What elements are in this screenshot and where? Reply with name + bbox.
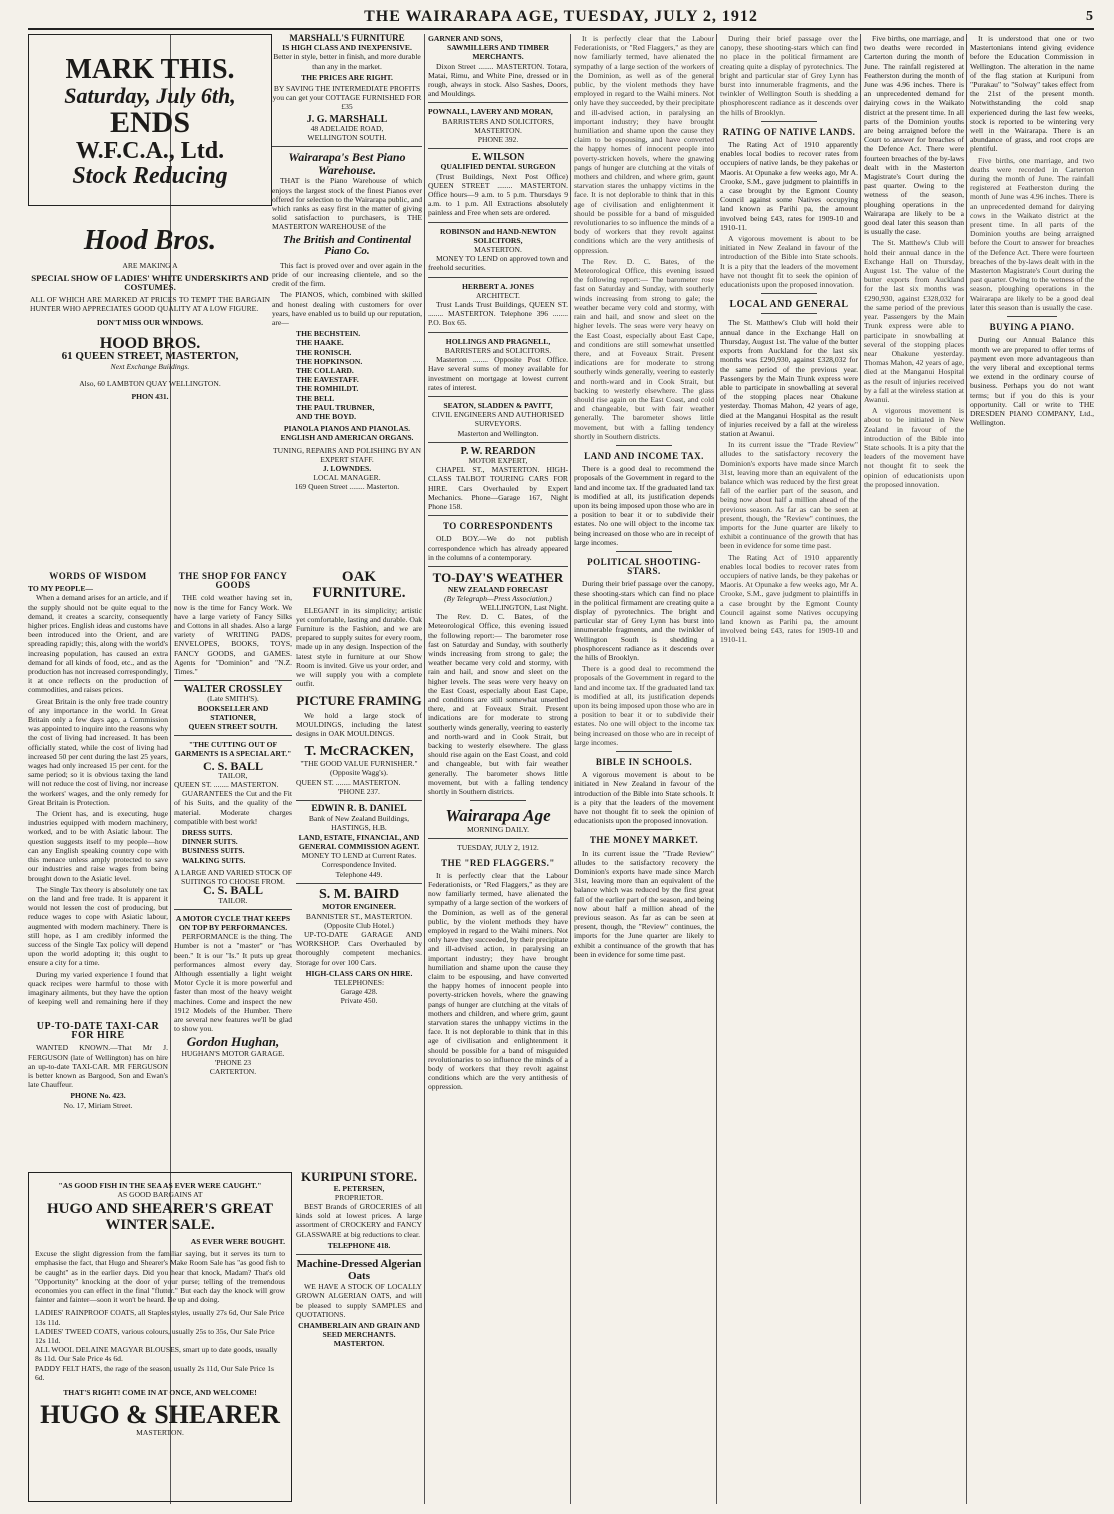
money-body: In its current issue the "Trade Review" alludes to the satisfactory recovery the Dominion's exports have made since March 31st, leaving more than an equivalent of the balance which was reduced by the first great fall of the earlier part of the season, and being now about half a million ahead of the previous season. As far as can be seen at present, though, the "Review" continues, the imports for the June quarter are likely to exhibit a continuance of the growth that has been in evidence for some time past. xyxy=(574,848,714,959)
wfca-line1: MARK THIS. xyxy=(65,54,235,85)
pro-body: MONEY TO LEND on approved town and freehold securities. xyxy=(428,254,568,273)
baird-role: MOTOR ENGINEER. xyxy=(322,902,396,912)
marshall-l4: BY SAVING THE INTERMEDIATE PROFITS you can get your COTTAGE FURNISHED FOR £35 xyxy=(272,84,422,112)
mccracken-name: T. McCRACKEN, xyxy=(304,743,414,759)
editorial-paper: Wairarapa Age xyxy=(445,806,551,826)
pro-sub: ARCHITECT. xyxy=(476,290,520,300)
hugo-town: MASTERTON. xyxy=(136,1428,184,1438)
oats-title: Machine-Dressed Algerian Oats xyxy=(296,1258,422,1282)
baird-addr: BANNISTER ST., MASTERTON. (Opposite Club Hotel.) xyxy=(305,911,413,930)
taxi-body: WANTED KNOWN.—That Mr J. FERGUSON (late of Wellington) has on hire an up-to-date TAXI-CAR. MR FERGUSON is better known as Bargood, Son and Ewan's late Chauffeur. xyxy=(28,1043,168,1090)
buying-title: BUYING A PIANO. xyxy=(989,322,1075,333)
column-rule xyxy=(716,34,717,1504)
framing-body: We hold a large stock of MOULDINGS, including the latest designs in OAK MOULDINGS. xyxy=(296,710,422,739)
wfca-line4: W.F.C.A., Ltd. xyxy=(75,137,225,164)
oats-name: CHAMBERLAIN AND GRAIN AND SEED MERCHANTS. xyxy=(298,1320,420,1340)
ball-body: GUARANTEES the Cut and the Fit of his Suits, and the quality of the material. Moderate charges compatible with best work! xyxy=(174,789,292,826)
native-title: RATING OF NATIVE LANDS. xyxy=(722,126,856,137)
local-body: The St. Matthew's Club will hold their annual dance in the Exchange Hall on Thursday, August 1st. The value of the butter exports from Auckland for the last six months was £290,930, against £328,032 for the same period of the previous year. Passengers by the Main Trunk express were able to participate in snowballing at several of the stopping places near Ohakune yesterday. Thomas Mahon, 42 years of age, died at the Manganui Hospital as the result of injuries received by a fall at the wireless station at Awanui. xyxy=(720,318,858,438)
piano-brand-item: THE BELL xyxy=(296,393,335,403)
ball-addr: QUEEN ST. ........ MASTERTON. xyxy=(174,780,279,790)
daniel-l6: Telephone 449. xyxy=(335,869,383,879)
taxi-title: UP-TO-DATE TAXI-CAR FOR HIRE xyxy=(36,1021,160,1042)
pro-name: HOLLINGS AND PRAGNELL, xyxy=(445,336,551,346)
pro-sub: MASTERTON. xyxy=(474,245,522,255)
mccracken-phone: 'PHONE 237. xyxy=(338,786,380,796)
masthead-title: THE WAIRARAPA AGE, TUESDAY, JULY 2, 1912 xyxy=(364,8,758,25)
ball-quote: "THE CUTTING OUT OF GARMENTS IS A SPECIAL ART." xyxy=(174,740,292,759)
oak-body: ELEGANT in its simplicity; artistic yet comfortable, lasting and durable. Oak Furniture is the Fashion, and we are prepared to supply suites for every room, made up in any design. Inspection of the latest style in furniture at our Show Room is invited. Give us your order, and we will supply you with a complete outfit. xyxy=(296,605,422,689)
piano-list xyxy=(272,329,422,421)
pro-body: (Trust Buildings, Next Post Office) QUEEN STREET ........ MASTERTON. Office hours—9 a.m. to 5 p.m. Thursdays 9 a.m. to 1 p.m. All Extractions absolutely painless and Free when sets are ordered. xyxy=(428,171,568,218)
pro-body: CHAPEL ST., MASTERTON. HIGH-CLASS TALBOT TOURING CARS FOR HIRE. Cars Overhauled by Expert Mechanics. Phone—Garage 167, Night Phone 158. xyxy=(428,465,568,511)
piano-mgr: J. LOWNDES. xyxy=(322,464,372,473)
pro-card xyxy=(428,153,568,217)
fancy-column xyxy=(174,566,292,1166)
ball-suit-item: DRESS SUITS. xyxy=(182,828,233,838)
stars-title: POLITICAL SHOOTING-STARS. xyxy=(587,556,701,577)
ball-name: C. S. BALL xyxy=(202,758,264,773)
professionals-column xyxy=(428,34,568,1504)
bible-body: A vigorous movement is about to be initiated in New Zealand in favour of the introduction of the Bible into State schools. It is a pity that the leaders of the movement have not thought fit to seek the opinion of educationists upon the proposed innovation. xyxy=(574,770,714,826)
piano-p3: The PIANOS, which, combined with skilled and honest dealing with customers for over years, have enabled us to build up our reputation, are— xyxy=(272,290,422,327)
pro-name: POWNALL, LAVERY AND MORAN, xyxy=(428,107,553,117)
oak-column xyxy=(296,566,422,1166)
bible-title: BIBLE IN SCHOOLS. xyxy=(595,757,693,768)
marshall-l1: IS HIGH CLASS AND INEXPENSIVE. xyxy=(282,43,412,53)
mccracken-sub: (Opposite Wagg's). xyxy=(330,768,388,778)
daniel-l2: HASTINGS, H.B. xyxy=(331,823,387,833)
piano-addr: 169 Queen Street ........ Masterton. xyxy=(294,482,400,492)
piano-p1: THAT is the Piano Warehouse of which enjoys the largest stock of the finest Pianos ever offered for selection to the Wairarapa public, and which ranks as easy first in the matter of giving solid satisfaction to purchasers, is THE MASTERTON WAREHOUSE of the xyxy=(272,176,422,232)
hugo-top1: "AS GOOD FISH IN THE SEA AS EVER WERE CAUGHT." xyxy=(58,1181,262,1190)
mccracken-motto: "THE GOOD VALUE FURNISHER." xyxy=(300,759,418,769)
pro-card xyxy=(428,227,568,273)
piano-brand-item: THE PAUL TRUBNER, xyxy=(296,402,375,412)
baird-name: S. M. BAIRD xyxy=(318,886,400,902)
ball-suit-item: BUSINESS SUITS. xyxy=(182,846,245,856)
wfca-ad xyxy=(28,34,272,206)
editorial-body: It is perfectly clear that the Labour Federationists, or "Red Flaggers," as they are now familiarly termed, have alienated the sympathy of a large section of the workers of the Dominion, as well as of the general public, by the violent methods they have employed in regard to the Waihi miners. Not only have they succeeded, by their precipitate and ill-advised action, in paralysing an important industry; they have brought humiliation and shame upon the cause they claim to be espousing, and have converted the happy homes of innocent people into poverty-stricken hovels, where the gnawing pangs of hunger are clutching at the vitals of mothers and children, and where grim, gaunt starvation stares the unhappy victims in the face. It is not deplorable to think that in this age of civilisation and enlightenment it should be possible for a band of misguided revolutionaries to so influence the minds of a body of workers that they revolt against conditions which are the very antithesis of oppression. xyxy=(428,870,568,1092)
ball-role2: TAILOR. xyxy=(218,895,248,905)
land-title: LAND AND INCOME TAX. xyxy=(584,450,704,461)
editorial-date: TUESDAY, JULY 2, 1912. xyxy=(457,843,539,853)
hood-line5: HOOD BROS. xyxy=(99,334,201,352)
ball-name2: C. S. BALL xyxy=(202,883,264,898)
wisdom-p5: During my varied experience I found that quack recipes were harmful to those with imaginary ailments, but they have the option of keeping well and remaining here if they xyxy=(28,969,168,1006)
marshall-l2: Better in style, better in finish, and more durable than any in the market. xyxy=(273,52,421,71)
kuripuni-role: PROPRIETOR. xyxy=(334,1192,384,1202)
column-rule xyxy=(570,34,571,1504)
marshall-name: J. G. MARSHALL xyxy=(306,113,388,125)
baird-hire: HIGH-CLASS CARS ON HIRE. xyxy=(305,968,413,978)
ball-footer: A LARGE AND VARIED STOCK OF SUITINGS TO CHOOSE FROM. xyxy=(174,867,292,887)
hugo-item: ALL WOOL DELAINE MAGYAR BLOUSES, smart up to date goods, usually 8s 11d. Our Sale Price 4s 6d. xyxy=(35,1345,278,1364)
col6-continued-2: A vigorous movement is about to be initiated in New Zealand in favour of the introduction of the Bible into State schools. It is a pity that the leaders of the movement have not thought fit to seek the opinion of educationists upon the proposed innovation. xyxy=(864,406,964,489)
pro-card xyxy=(428,337,568,392)
hugo-top2: AS GOOD BARGAINS AT xyxy=(117,1190,203,1200)
stars-continued: There is a good deal to recommend the proposals of the Government in regard to the land and income tax. If the graduated land tax is modified at all, its justification depends upon its being imposed upon those who are in a position to bear it or to subdivide their estates. No one will object to the income tax being increased on those who are in receipt of large incomes. xyxy=(574,664,714,747)
piano-brand-item: THE COLLARD. xyxy=(296,365,354,375)
hugo-footer: THAT'S RIGHT! COME IN AT ONCE, AND WELCOME! xyxy=(63,1387,257,1397)
wfca-line5: Stock Reducing xyxy=(72,163,228,190)
hugo-item: LADIES' RAINPROOF COATS, all Staples styles, usually 27s 6d, Our Sale Price 13s 11d. xyxy=(35,1308,285,1327)
marshall-addr2: WELLINGTON SOUTH. xyxy=(307,133,387,143)
oats-town: MASTERTON. xyxy=(333,1339,385,1349)
pro-body: Dixon Street ........ MASTERTON. Totara, Matai, Rimu, and White Pine, dressed or in rough, always in stock. Also Sashes, Doors, and Mouldings. xyxy=(428,61,568,99)
hood-line8: Also, 60 LAMBTON QUAY WELLINGTON. xyxy=(79,378,221,388)
oak-title: OAK FURNITURE. xyxy=(312,569,406,601)
hood-line7: Next Exchange Buildings. xyxy=(110,361,190,371)
daniel-name: EDWIN R. B. DANIEL xyxy=(311,804,407,815)
baird-tel1: Garage 428. xyxy=(340,987,378,997)
pro-card xyxy=(428,282,568,328)
wisdom-column xyxy=(28,566,168,1006)
taxi-ad xyxy=(28,1016,168,1148)
hood-ad xyxy=(28,210,272,410)
hugo-sub: AS EVER WERE BOUGHT. xyxy=(190,1236,285,1246)
pro-sub: MOTOR EXPERT, xyxy=(468,455,528,465)
pro-name: E. WILSON xyxy=(471,152,525,164)
piano-organs: PIANOLA PIANOS AND PIANOLAS. xyxy=(283,424,411,434)
baird-body: UP-TO-DATE GARAGE AND WORKSHOP. Cars Overhauled by thoroughly competent mechanics. Storage for over 100 Cars. xyxy=(296,930,422,967)
pro-card xyxy=(428,401,568,438)
hood-name: Hood Bros. xyxy=(83,225,217,256)
kuripuni-title: KURIPUNI STORE. xyxy=(300,1170,418,1184)
daniel-l3: LAND, ESTATE, FINANCIAL, AND GENERAL COMMISSION AGENT. xyxy=(298,832,420,851)
hugo-title: HUGO AND SHEARER'S GREAT WINTER SALE. xyxy=(46,1201,273,1234)
marshall-ad xyxy=(272,34,422,142)
col7-continued: Five births, one marriage, and two deaths were recorded in Carterton during the month of June. The rainfall registered at Featherston during the month of June was 4.96 inches. There is an unprecedented demand for dairying cows in the Waikato district at the present time. In all parts of the Dominion youths are being arraigned before the Court to answer for breaches of the Defence Act. There were fourteen breaches of the by-laws dealt with in the Masterton Magistrate's Court during the past quarter. Owing to the wetness of the season, ploughing operations in the Wairarapa are likely to be a good deal later this season than is usually the case. xyxy=(970,155,1094,312)
weather-sub: NEW ZEALAND FORECAST xyxy=(447,584,549,594)
piano-brand-item: THE EAVESTAFF. xyxy=(296,375,359,385)
column-rule xyxy=(860,34,861,1504)
land-body: There is a good deal to recommend the proposals of the Government in regard to the land and income tax. If the graduated land tax is modified at all, its justification depends upon its being imposed upon those who are in a position to bear it or to subdivide their estates. No one will object to the income tax being increased on those who are in receipt of large incomes. xyxy=(574,464,714,547)
fancy-body: THE cold weather having set in, now is the time for Fancy Work. We have a large variety of Fancy Silks and Cottons in all shades. Also a large variety of WRITING PADS, ENVELOPES, BOOKS, TOYS, FANCY GOODS, and GAMES. Agents for "Dominion" and "N.Z. Times." xyxy=(174,593,292,677)
marshall-title: MARSHALL'S FURNITURE xyxy=(289,34,405,43)
fancy-addr: QUEEN STREET SOUTH. xyxy=(188,722,278,732)
pro-name: P. W. REARDON xyxy=(460,445,536,457)
motor-town: CARTERTON. xyxy=(209,1067,257,1077)
pro-name: ROBINSON and HAND-NEWTON SOLICITORS, xyxy=(440,226,556,245)
wisdom-p1: When a demand arises for an article, and if the supply should not be quite equal to the demand, it creates a scarcity, consequently higher prices. English ideas and customs have been introduced into the Orient, and are spreading rapidly; this, along with the world's increasing population, has caused an extra demand for all kinds of food, etc., and as the production has not increased correspondingly, it at once reflects on the production of commodities, and raises prices. xyxy=(28,593,168,695)
native-continued: A vigorous movement is about to be initiated in New Zealand in favour of the introduction of the Bible into State schools. It is a pity that the leaders of the movement have not thought fit to seek the opinion of educationists upon the proposed innovation. xyxy=(720,234,858,290)
column-rule xyxy=(424,34,425,1504)
column-rule xyxy=(966,34,967,1504)
correspondents-body: OLD BOY.—We do not publish correspondence which has already appeared in the columns of a contemporary. xyxy=(428,534,568,562)
column-five-continued: During their brief passage over the canopy, these shooting-stars which can find no place in the political firmament are creating quite a display of pyrotechnics. The bright and particular star of Grey Lynn has burst into innumerable fragments, and the twinkler of Wellington South is shedding a phosphorescent radiance as it descends over the hills of Brooklyn. xyxy=(720,34,858,117)
pro-card xyxy=(428,447,568,511)
weather-title: TO-DAY'S WEATHER xyxy=(432,569,564,585)
masthead xyxy=(28,6,1094,30)
daniel-l5: Correspondence Invited. xyxy=(321,860,397,870)
money-title: THE MONEY MARKET. xyxy=(589,835,699,846)
pro-card xyxy=(428,107,568,144)
pro-sub: SAWMILLERS AND TIMBER MERCHANTS. xyxy=(447,43,549,62)
piano-brand-item: THE RONISCH. xyxy=(296,347,352,357)
buying-body: During our Annual Balance this month we are prepared to offer terms of payment even more advantageous than the very liberal and exceptional terms we extend in the ordinary course of business. Perhaps you do not want terms; but if you do this is your opportunity. Call or write to THE DRESDEN PIANO COMPANY, Ltd., Wellington. xyxy=(970,335,1094,428)
piano-tuning: TUNING, REPAIRS AND POLISHING BY AN EXPERT STAFF. xyxy=(273,445,421,464)
pro-name: GARNER AND SONS, xyxy=(428,34,503,43)
pro-sub: CIVIL ENGINEERS AND AUTHORISED SURVEYORS. xyxy=(432,410,564,429)
ball-role: TAILOR, xyxy=(218,770,248,780)
local-continued-2: The Rating Act of 1910 apparently enables local bodies to recover rates from occupiers of native lands, be they pakehas or Maoris. At Opunake a few weeks ago, Mr A. Crooke, S.M., gave judgment to plaintiffs in a case brought by the Egmont County Council against some Natives occupying land known as Parihi pa, the amount involved being £43, rates for 1909-10 and 1910-11. xyxy=(720,552,858,645)
editorial-title: THE "RED FLAGGERS." xyxy=(441,857,555,868)
wisdom-title: WORDS OF WISDOM xyxy=(49,571,147,581)
col6-body: Five births, one marriage, and two deaths were recorded in Carterton during the month of June. The rainfall registered at Featherston during the month of June was 4.96 inches. There is an unprecedented demand for dairying cows in the Waikato district at the present time. In all parts of the Dominion youths are being arraigned before the Court to answer for breaches of the Defence Act. There were fourteen breaches of the by-laws dealt with in the Masterton Magistrate's Court during the past quarter. Owing to the wetness of the season, ploughing operations in the Wairarapa are likely to be a good deal later this season than is usually the case. xyxy=(864,34,964,237)
piano-brand: The British and Continental Piano Co. xyxy=(282,233,412,258)
motor-body: PERFORMANCE is the thing. The Humber is not a "master" or "has been." It is our "Is." It puts up great performances almost every day. Although essentially a light weight Motor Cycle it is more powerful and faster than most of the heavy weight machines. Come and inspect the new 1912 Models of the Humber. There are several new features we'll be glad to show you. xyxy=(174,932,292,1034)
stars-body: During their brief passage over the canopy, these shooting-stars which can find no place in the political firmament are creating quite a display of pyrotechnics. The bright and particular star of Grey Lynn has burst into innumerable fragments, and the twinkler of Wellington South is shedding a phosphorescent radiance as it descends over the hills of Brooklyn. xyxy=(574,579,714,662)
ball-suit-item: WALKING SUITS. xyxy=(182,855,246,865)
kuripuni-tel: TELEPHONE 418. xyxy=(327,1240,391,1250)
col6-continued: The St. Matthew's Club will hold their annual dance in the Exchange Hall on Thursday, August 1st. The value of the butter exports from Auckland for the last six months was £290,930, against £328,032 for the same period of the previous year. Passengers by the Main Trunk express were able to participate in snowballing at several of the stopping places near Ohakune yesterday. Thomas Mahon, 42 years of age, died at the Manganui Hospital as the result of injuries received by a fall at the wireless station at Awanui. xyxy=(864,238,964,404)
pro-body: Trust Lands Trust Buildings, QUEEN ST. ........ MASTERTON. Telephone 396 ........ P.O. Box 65. xyxy=(428,300,568,328)
daniel-l1: Bank of New Zealand Buildings, xyxy=(308,814,410,824)
wisdom-p3: The Orient has, and is executing, huge industries equipped with modern machinery, worked, and to be with Asiatic labour. The question suggests itself to my people—how can any English speaking country cope with this menace unless amply protected to save our industries and raise wages from being brought down to the Asiatic level. xyxy=(28,809,168,883)
editorial-daily: MORNING DAILY. xyxy=(467,825,529,835)
pro-name: HERBERT A. JONES xyxy=(462,281,534,291)
motor-role: HUGHAN'S MOTOR GARAGE. xyxy=(181,1048,285,1058)
piano-organs2: ENGLISH AND AMERICAN ORGANS. xyxy=(280,433,414,443)
column-five xyxy=(720,34,858,1504)
column-six xyxy=(864,34,964,1504)
page-number: 5 xyxy=(1086,9,1094,24)
wisdom-p2: Great Britain is the only free trade country of any importance in the world. In Great Britain only a few days ago, a Commission was appointed to inquire into the reasons why the cost of living had increased. It has been officially stated, while the cost of living had increased 50 per cent during the last 25 years, wages had only increased 15 per cent. for the same period; so it is obvious taxing the land will not reduce the cost of living, nor increase the workers' wages, and the only remedy for Great Britain is Protection. xyxy=(28,696,168,807)
pro-body: PHONE 392. xyxy=(477,135,519,145)
baird-tel: TELEPHONES: xyxy=(333,978,385,988)
fancy-title: THE SHOP FOR FANCY GOODS xyxy=(178,571,288,591)
oats-body: WE HAVE A STOCK OF LOCALLY GROWN ALGERIAN OATS, and will be pleased to supply SAMPLES and QUOTATIONS. xyxy=(296,1282,422,1319)
daniel-l4: MONEY TO LEND at Current Rates. xyxy=(301,851,417,861)
weather-body: The Rev. D. C. Bates, of the Meteorological Office, this evening issued the following report:— The barometer rose fast on Saturday and Sunday, with southerly winds increasing from strong to gale; the weather became very cold and stormy, with rain and hail, and snow and sleet on the higher levels. The seas were very heavy on the East Coast, especially about East Cape, and conditions are still somewhat unsettled there, and at Foveaux Strait. Present indications are for moderate to strong southerly winds generally, veering to easterly and north-ward and in Cook Strait, but backing to westerly elsewhere. The glass should rise again on the East Coast, and cold and changeable, but with fair weather generally. The barometer shows little movement, but with a falling tendency shortly in Southern districts. xyxy=(428,612,568,797)
pro-body: Masterton ........ Opposite Post Office. Have several sums of money available for investment on mortgage at lowest current rates of interest. xyxy=(428,355,568,392)
column-seven xyxy=(970,34,1094,1504)
pro-sub: BARRISTERS AND SOLICITORS, MASTERTON. xyxy=(442,116,554,135)
motor-title: A MOTOR CYCLE THAT KEEPS ON TOP BY PERFORMANCES. xyxy=(175,913,291,932)
hugo-body: Excuse the slight digression from the familiar saying, but it serves its turn to emphasise the fact, that Hugo and Shearer's Make Room Sale has "as good fish to be caught" as in the earlier days. Did you hear that knock, Madam? That's old "Opportunity" knocking at the door of your purse; telling of the tremendous economies you can effect in the final "flutter." But each day the knock will grow fainter and fainter—soon it won't be heard. Be up and doing. xyxy=(35,1249,285,1305)
weather-credit: (By Telegraph—Press Association.) xyxy=(444,593,552,603)
hugo-ad xyxy=(28,1172,292,1506)
fancy-sub: (Late SMITH'S). xyxy=(207,694,259,704)
editorial-continued: It is perfectly clear that the Labour Federationists, or "Red Flaggers," as they are now familiarly termed, have alienated the sympathy of a large section of the workers of the Dominion, as well as of the general public, by the violent methods they have employed in regard to the Waihi miners. Not only have they succeeded, by their precipitate and ill-advised action, in paralysing an important industry; they have brought humiliation and shame upon the cause they claim to be espousing, and have converted the happy homes of innocent people into poverty-stricken hovels, where the gnawing pangs of hunger are clutching at the vitals of mothers and children, and where grim, gaunt starvation stares the unhappy victims in the face. It is not deplorable to think that in this age of civilisation and enlightenment it should be possible for a band of misguided revolutionaries to so influence the minds of a body of workers that they revolt against conditions which are the very antithesis of oppression. xyxy=(574,34,714,255)
kuripuni-body: BEST Brands of GROCERIES of all kinds sold at lowest prices. A large assortment of CROCKERY and FANCY GLASSWARE at big reductions to clear. xyxy=(296,1202,422,1239)
piano-brand-item: THE HOPKINSON. xyxy=(296,356,363,366)
marshall-l3: THE PRICES ARE RIGHT. xyxy=(301,72,393,82)
pro-name: SEATON, SLADDEN & PAVITT, xyxy=(443,400,553,410)
wisdom-p4: The Single Tax theory is absolutely one tax on the land and free trade. It is apparent it would not lessen the cost of producing, but reduce wages to cope with Asiatic labour, augmented with modern machinery. There is still hope, as I am credibly informed the success of the Single Tax policy will depend upon the world adopting it; this ought to ensure a city for a time. xyxy=(28,884,168,968)
motor-name: Gordon Hughan, xyxy=(186,1034,280,1050)
correspondents-title: TO CORRESPONDENTS xyxy=(442,521,554,532)
kuripuni-name: E. PETERSEN, xyxy=(333,1183,385,1193)
baird-tel2: Private 450. xyxy=(340,996,378,1006)
hood-line2: SPECIAL SHOW OF LADIES' WHITE UNDERSKIRTS AND COSTUMES. xyxy=(31,272,269,292)
piano-brand-item: THE BECHSTEIN. xyxy=(296,329,361,339)
weather-dateline: WELLINGTON, Last Night. xyxy=(479,603,568,612)
local-title: LOCAL AND GENERAL xyxy=(729,299,849,311)
hood-line3: ALL OF WHICH ARE MARKED AT PRICES TO TEMPT THE BARGAIN HUNTER WHO APPRECIATES GOOD QUALITY AT A LOW FIGURE. xyxy=(30,295,270,314)
piano-brand-item: THE HAAKE. xyxy=(296,338,344,348)
hugo-item: PADDY FELT HATS, the rage of the season, usually 2s 11d, Our Sale Price 1s 6d. xyxy=(35,1363,274,1382)
fancy-role: BOOKSELLER AND STATIONER, xyxy=(197,703,269,722)
marshall-piano-column xyxy=(272,34,422,564)
wfca-line3: ENDS xyxy=(109,106,191,140)
hugo-box xyxy=(28,1172,292,1502)
mccracken-addr: QUEEN ST. ........ MASTERTON. xyxy=(296,777,401,787)
framing-title: PICTURE FRAMING xyxy=(296,693,422,709)
pro-sub: BARRISTERS and SOLICITORS. xyxy=(444,345,552,355)
hugo-items xyxy=(35,1308,285,1382)
motor-phone: 'PHONE 23 xyxy=(214,1058,252,1068)
piano-brand-item: THE ROMHILDT. xyxy=(296,384,359,394)
pro-sub: QUALIFIED DENTAL SURGEON xyxy=(440,162,556,172)
wisdom-sub: TO MY PEOPLE— xyxy=(28,584,93,594)
marshall-addr1: 48 ADELAIDE ROAD, xyxy=(310,123,384,133)
hood-line9: PHON 431. xyxy=(131,392,169,402)
editorial-continued-2: The Rev. D. C. Bates, of the Meteorological Office, this evening issued the following report:— The barometer rose fast on Saturday and Sunday, with southerly winds increasing from strong to gale; the weather became very cold and stormy, with rain and hail, and snow and sleet on the higher levels. The seas were very heavy on the East Coast, especially about East Cape, and conditions are still somewhat unsettled there, and at Foveaux Strait. Present indications are for moderate to strong southerly winds generally, veering to easterly and north-ward and in Cook Strait, but backing to westerly elsewhere. The glass should rise again on the East Coast, and cold and changeable, but with fair weather generally. The barometer shows little movement, but with a falling tendency shortly in Southern districts. xyxy=(574,256,714,441)
local-continued: In its current issue the "Trade Review" alludes to the satisfactory recovery the Dominion's exports have made since March 31st, leaving more than an equivalent of the balance which was reduced by the first great fall of the earlier part of the season, and being now about half a million ahead of the previous season. As far as can be seen at present, though, the "Review" continues, the imports for the June quarter are likely to exhibit a continuance of the growth that has been in evidence for some time past. xyxy=(720,440,858,551)
kuripuni-column xyxy=(296,1170,422,1506)
hood-line1: ARE MAKING A xyxy=(122,261,178,271)
fancy-name: WALTER CROSSLEY xyxy=(183,684,283,696)
ball-suit-item: DINNER SUITS. xyxy=(182,837,238,847)
ball-list xyxy=(174,828,292,865)
piano-title: Wairarapa's Best Piano Warehouse. xyxy=(288,150,406,177)
piano-mgrrole: LOCAL MANAGER. xyxy=(313,473,381,483)
piano-p2: This fact is proved over and over again in the pride of our increasing clientele, and so the credit of the firm. xyxy=(272,260,422,289)
native-body: The Rating Act of 1910 apparently enables local bodies to recover rates from occupiers of native lands, be they pakehas or Maoris. At Opunake a few weeks ago, Mr A. Crooke, S.M., gave judgment to plaintiffs in a case brought by the Egmont County Council against some Natives occupying land known as Parihi pa, the amount involved being £43, rates for 1909-10 and 1910-11. xyxy=(720,140,858,232)
col7-body: It is understood that one or two Mastertonians intend giving evidence before the Education Commission in Wellington. The alteration in the name of the flag station at Kuripuni from "Purakau" to "Solway" takes effect from the 21st of the present month. Notwithstanding the cold snap experienced during the last few weeks, stock is reported to be wintering very well in the Wairarapa. There is an abundance of grass, and root crops are plentiful. xyxy=(970,34,1094,154)
pro-card xyxy=(428,34,568,98)
taxi-footer2: No. 17, Miriam Street. xyxy=(63,1100,133,1110)
piano-brand-item: AND THE BOYD. xyxy=(296,411,356,421)
piano-ad xyxy=(272,151,422,491)
hugo-name: HUGO & SHEARER xyxy=(40,1400,280,1430)
hugo-item: LADIES' TWEED COATS, various colours, usually 25s to 35s, Our Sale Price 12s 11d. xyxy=(35,1326,275,1345)
column-four xyxy=(574,34,714,1504)
wfca-line2: Saturday, July 6th, xyxy=(64,83,236,109)
hood-line4: DON'T MISS OUR WINDOWS. xyxy=(96,318,204,328)
taxi-footer1: PHONE No. 423. xyxy=(70,1091,126,1101)
pro-body: Masterton and Wellington. xyxy=(457,428,539,438)
hood-line6: 61 QUEEN STREET, MASTERTON, xyxy=(61,350,239,363)
